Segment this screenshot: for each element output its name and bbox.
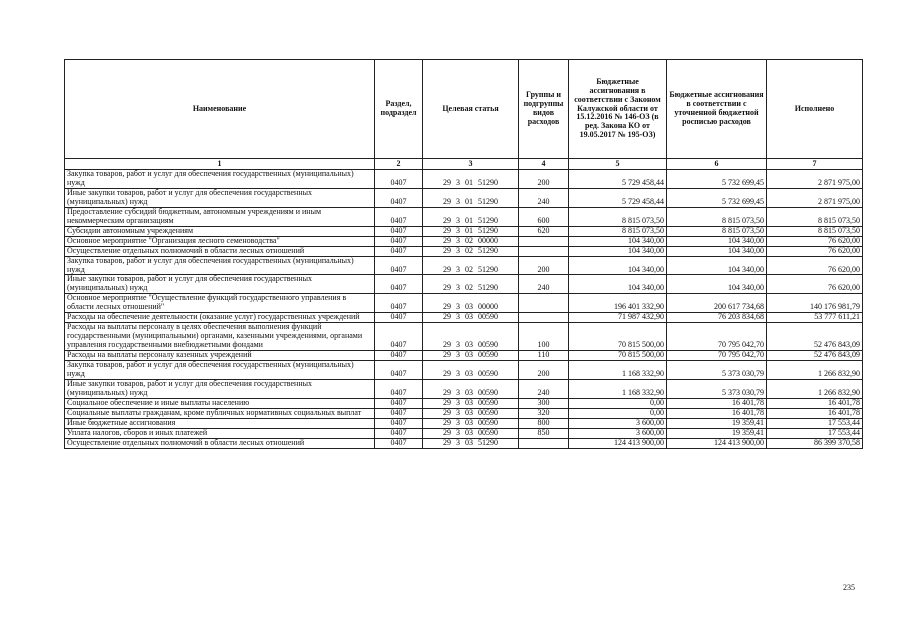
column-number: 6 bbox=[667, 159, 767, 170]
row-target-cell: 29 3 03 00590 bbox=[423, 313, 519, 323]
row-target-cell: 29 3 03 00590 bbox=[423, 408, 519, 418]
row-law-amount-cell: 3 600,00 bbox=[569, 418, 667, 428]
row-name-cell: Социальное обеспечение и иные выплаты населению bbox=[65, 398, 375, 408]
row-target-cell: 29 3 02 51290 bbox=[423, 246, 519, 256]
row-executed-amount-cell: 140 176 981,79 bbox=[767, 294, 863, 313]
row-executed-amount-cell: 76 620,00 bbox=[767, 246, 863, 256]
row-section-cell: 0407 bbox=[375, 188, 423, 207]
row-law-amount-cell: 8 815 073,50 bbox=[569, 207, 667, 226]
row-name-cell: Расходы на обеспечение деятельности (оказание услуг) государственных учреждений bbox=[65, 313, 375, 323]
row-section-cell: 0407 bbox=[375, 275, 423, 294]
table-row bbox=[65, 323, 863, 351]
row-law-amount-cell: 0,00 bbox=[569, 398, 667, 408]
row-name-cell: Иные закупки товаров, работ и услуг для обеспечения государственных (муниципальных) нужд bbox=[65, 379, 375, 398]
row-law-amount-cell: 3 600,00 bbox=[569, 428, 667, 438]
row-section-cell: 0407 bbox=[375, 313, 423, 323]
row-refined-amount-cell: 5 732 699,45 bbox=[667, 170, 767, 189]
row-name-cell: Осуществление отдельных полномочий в области лесных отношений bbox=[65, 438, 375, 448]
row-name-cell: Закупка товаров, работ и услуг для обеспечения государственных (муниципальных) нужд bbox=[65, 256, 375, 275]
row-name-cell: Основное мероприятие "Организация лесного семеноводства" bbox=[65, 236, 375, 246]
table-row bbox=[65, 351, 863, 361]
table-row bbox=[65, 236, 863, 246]
table-row bbox=[65, 294, 863, 313]
row-executed-amount-cell: 76 620,00 bbox=[767, 256, 863, 275]
row-law-amount-cell: 104 340,00 bbox=[569, 236, 667, 246]
table-row bbox=[65, 256, 863, 275]
row-name-cell: Уплата налогов, сборов и иных платежей bbox=[65, 428, 375, 438]
row-name-cell: Основное мероприятие "Осуществление функций государственного управления в области лесных отношений" bbox=[65, 294, 375, 313]
row-section-cell: 0407 bbox=[375, 428, 423, 438]
row-name-cell: Закупка товаров, работ и услуг для обеспечения государственных (муниципальных) нужд bbox=[65, 361, 375, 380]
row-executed-amount-cell: 8 815 073,50 bbox=[767, 226, 863, 236]
row-executed-amount-cell: 86 399 370,58 bbox=[767, 438, 863, 448]
row-name-cell: Субсидии автономным учреждениям bbox=[65, 226, 375, 236]
row-target-cell: 29 3 02 51290 bbox=[423, 256, 519, 275]
header-law-allocations: Бюджетные ассигнования в соответствии с Законом Калужской области от 15.12.2016 № 146-ОЗ (в ред. Закона КО от 19.05.2017 № 195-ОЗ) bbox=[569, 60, 667, 159]
row-refined-amount-cell: 8 815 073,50 bbox=[667, 207, 767, 226]
column-number: 4 bbox=[519, 159, 569, 170]
row-name-cell: Иные закупки товаров, работ и услуг для обеспечения государственных (муниципальных) нужд bbox=[65, 275, 375, 294]
column-number: 3 bbox=[423, 159, 519, 170]
row-refined-amount-cell: 8 815 073,50 bbox=[667, 226, 767, 236]
header-group: Группы и подгруппы видов расходов bbox=[519, 60, 569, 159]
row-law-amount-cell: 1 168 332,90 bbox=[569, 361, 667, 380]
row-group-cell: 110 bbox=[519, 351, 569, 361]
row-executed-amount-cell: 8 815 073,50 bbox=[767, 207, 863, 226]
row-refined-amount-cell: 19 359,41 bbox=[667, 428, 767, 438]
row-section-cell: 0407 bbox=[375, 256, 423, 275]
table-row bbox=[65, 188, 863, 207]
table-row bbox=[65, 170, 863, 189]
row-law-amount-cell: 104 340,00 bbox=[569, 275, 667, 294]
row-refined-amount-cell: 19 359,41 bbox=[667, 418, 767, 428]
row-executed-amount-cell: 76 620,00 bbox=[767, 275, 863, 294]
row-section-cell: 0407 bbox=[375, 351, 423, 361]
row-law-amount-cell: 70 815 500,00 bbox=[569, 323, 667, 351]
table-row bbox=[65, 408, 863, 418]
row-group-cell bbox=[519, 246, 569, 256]
row-group-cell: 800 bbox=[519, 418, 569, 428]
row-target-cell: 29 3 03 51290 bbox=[423, 438, 519, 448]
header-target: Целевая статья bbox=[423, 60, 519, 159]
row-law-amount-cell: 1 168 332,90 bbox=[569, 379, 667, 398]
row-executed-amount-cell: 2 871 975,00 bbox=[767, 188, 863, 207]
row-law-amount-cell: 71 987 432,90 bbox=[569, 313, 667, 323]
row-target-cell: 29 3 03 00590 bbox=[423, 351, 519, 361]
table-row bbox=[65, 438, 863, 448]
row-section-cell: 0407 bbox=[375, 418, 423, 428]
row-name-cell: Предоставление субсидий бюджетным, автономным учреждениям и иным некоммерческим организациям bbox=[65, 207, 375, 226]
row-refined-amount-cell: 104 340,00 bbox=[667, 275, 767, 294]
row-refined-amount-cell: 76 203 834,68 bbox=[667, 313, 767, 323]
row-section-cell: 0407 bbox=[375, 246, 423, 256]
header-row bbox=[65, 60, 863, 159]
row-section-cell: 0407 bbox=[375, 236, 423, 246]
row-refined-amount-cell: 104 340,00 bbox=[667, 246, 767, 256]
row-group-cell bbox=[519, 438, 569, 448]
row-group-cell: 200 bbox=[519, 361, 569, 380]
row-name-cell: Расходы на выплаты персоналу казенных учреждений bbox=[65, 351, 375, 361]
row-group-cell: 240 bbox=[519, 379, 569, 398]
row-target-cell: 29 3 03 00590 bbox=[423, 361, 519, 380]
table-row bbox=[65, 246, 863, 256]
row-group-cell: 200 bbox=[519, 256, 569, 275]
row-law-amount-cell: 0,00 bbox=[569, 408, 667, 418]
row-executed-amount-cell: 1 266 832,90 bbox=[767, 361, 863, 380]
row-group-cell: 200 bbox=[519, 170, 569, 189]
table-row bbox=[65, 275, 863, 294]
row-section-cell: 0407 bbox=[375, 398, 423, 408]
row-refined-amount-cell: 16 401,78 bbox=[667, 408, 767, 418]
column-number: 7 bbox=[767, 159, 863, 170]
row-executed-amount-cell: 16 401,78 bbox=[767, 398, 863, 408]
table-row bbox=[65, 418, 863, 428]
row-target-cell: 29 3 03 00590 bbox=[423, 428, 519, 438]
header-name: Наименование bbox=[65, 60, 375, 159]
header-executed: Исполнено bbox=[767, 60, 863, 159]
row-executed-amount-cell: 52 476 843,09 bbox=[767, 351, 863, 361]
row-refined-amount-cell: 16 401,78 bbox=[667, 398, 767, 408]
row-law-amount-cell: 5 729 458,44 bbox=[569, 188, 667, 207]
row-refined-amount-cell: 200 617 734,68 bbox=[667, 294, 767, 313]
row-group-cell: 600 bbox=[519, 207, 569, 226]
row-law-amount-cell: 124 413 900,00 bbox=[569, 438, 667, 448]
row-refined-amount-cell: 104 340,00 bbox=[667, 236, 767, 246]
row-refined-amount-cell: 70 795 042,70 bbox=[667, 323, 767, 351]
row-executed-amount-cell: 53 777 611,21 bbox=[767, 313, 863, 323]
row-law-amount-cell: 70 815 500,00 bbox=[569, 351, 667, 361]
table-row bbox=[65, 379, 863, 398]
column-number: 1 bbox=[65, 159, 375, 170]
row-group-cell bbox=[519, 236, 569, 246]
row-refined-amount-cell: 70 795 042,70 bbox=[667, 351, 767, 361]
row-section-cell: 0407 bbox=[375, 170, 423, 189]
row-section-cell: 0407 bbox=[375, 323, 423, 351]
row-section-cell: 0407 bbox=[375, 294, 423, 313]
row-executed-amount-cell: 17 553,44 bbox=[767, 418, 863, 428]
row-executed-amount-cell: 76 620,00 bbox=[767, 236, 863, 246]
row-executed-amount-cell: 52 476 843,09 bbox=[767, 323, 863, 351]
budget-table bbox=[64, 59, 863, 449]
row-target-cell: 29 3 01 51290 bbox=[423, 207, 519, 226]
row-law-amount-cell: 8 815 073,50 bbox=[569, 226, 667, 236]
row-section-cell: 0407 bbox=[375, 361, 423, 380]
column-number: 5 bbox=[569, 159, 667, 170]
table-row bbox=[65, 428, 863, 438]
row-target-cell: 29 3 03 00590 bbox=[423, 323, 519, 351]
row-executed-amount-cell: 16 401,78 bbox=[767, 408, 863, 418]
row-executed-amount-cell: 17 553,44 bbox=[767, 428, 863, 438]
row-group-cell: 850 bbox=[519, 428, 569, 438]
row-refined-amount-cell: 5 373 030,79 bbox=[667, 361, 767, 380]
column-number: 2 bbox=[375, 159, 423, 170]
page-number: 235 bbox=[843, 583, 855, 592]
table-row bbox=[65, 398, 863, 408]
row-law-amount-cell: 104 340,00 bbox=[569, 246, 667, 256]
row-name-cell: Осуществление отдельных полномочий в области лесных отношений bbox=[65, 246, 375, 256]
row-section-cell: 0407 bbox=[375, 207, 423, 226]
row-target-cell: 29 3 03 00590 bbox=[423, 418, 519, 428]
row-group-cell: 100 bbox=[519, 323, 569, 351]
row-target-cell: 29 3 01 51290 bbox=[423, 226, 519, 236]
row-target-cell: 29 3 02 00000 bbox=[423, 236, 519, 246]
row-law-amount-cell: 104 340,00 bbox=[569, 256, 667, 275]
row-executed-amount-cell: 1 266 832,90 bbox=[767, 379, 863, 398]
row-name-cell: Расходы на выплаты персоналу в целях обеспечения выполнения функций государственными (муниципальными) органами, казенными учреждениями, органами управления государственными внебюджетными фондами bbox=[65, 323, 375, 351]
row-refined-amount-cell: 5 373 030,79 bbox=[667, 379, 767, 398]
row-group-cell bbox=[519, 313, 569, 323]
table-row bbox=[65, 361, 863, 380]
row-group-cell: 320 bbox=[519, 408, 569, 418]
row-section-cell: 0407 bbox=[375, 379, 423, 398]
row-refined-amount-cell: 104 340,00 bbox=[667, 256, 767, 275]
row-target-cell: 29 3 03 00590 bbox=[423, 379, 519, 398]
row-group-cell: 240 bbox=[519, 275, 569, 294]
row-group-cell: 300 bbox=[519, 398, 569, 408]
row-target-cell: 29 3 01 51290 bbox=[423, 188, 519, 207]
row-name-cell: Социальные выплаты гражданам, кроме публичных нормативных социальных выплат bbox=[65, 408, 375, 418]
row-target-cell: 29 3 03 00000 bbox=[423, 294, 519, 313]
table-row bbox=[65, 207, 863, 226]
row-name-cell: Иные бюджетные ассигнования bbox=[65, 418, 375, 428]
row-section-cell: 0407 bbox=[375, 226, 423, 236]
header-section: Раздел, подраздел bbox=[375, 60, 423, 159]
row-target-cell: 29 3 02 51290 bbox=[423, 275, 519, 294]
row-refined-amount-cell: 124 413 900,00 bbox=[667, 438, 767, 448]
row-executed-amount-cell: 2 871 975,00 bbox=[767, 170, 863, 189]
table-row bbox=[65, 226, 863, 236]
row-law-amount-cell: 196 401 332,90 bbox=[569, 294, 667, 313]
row-section-cell: 0407 bbox=[375, 438, 423, 448]
row-name-cell: Иные закупки товаров, работ и услуг для обеспечения государственных (муниципальных) нужд bbox=[65, 188, 375, 207]
row-refined-amount-cell: 5 732 699,45 bbox=[667, 188, 767, 207]
row-law-amount-cell: 5 729 458,44 bbox=[569, 170, 667, 189]
row-target-cell: 29 3 01 51290 bbox=[423, 170, 519, 189]
header-refined-allocations: Бюджетные ассигнования в соответствии с уточненной бюджетной росписью расходов bbox=[667, 60, 767, 159]
row-name-cell: Закупка товаров, работ и услуг для обеспечения государственных (муниципальных) нужд bbox=[65, 170, 375, 189]
table-row bbox=[65, 313, 863, 323]
row-group-cell: 240 bbox=[519, 188, 569, 207]
row-group-cell: 620 bbox=[519, 226, 569, 236]
row-section-cell: 0407 bbox=[375, 408, 423, 418]
row-target-cell: 29 3 03 00590 bbox=[423, 398, 519, 408]
column-number-row bbox=[65, 159, 863, 170]
table-body bbox=[65, 170, 863, 449]
row-group-cell bbox=[519, 294, 569, 313]
